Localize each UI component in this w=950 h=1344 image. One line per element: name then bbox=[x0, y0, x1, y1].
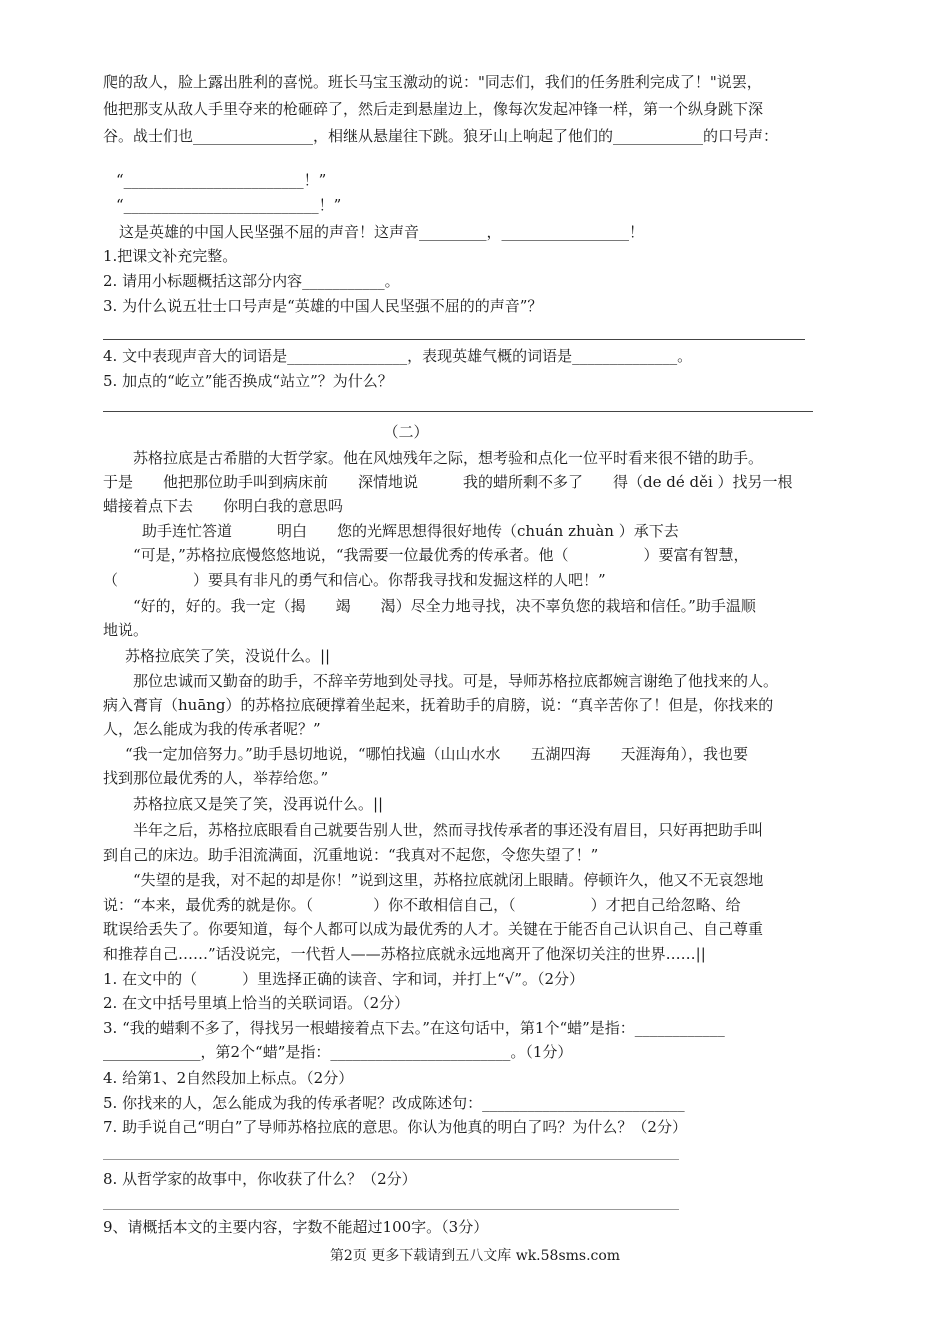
passage-line: “好的，好的。我一定（揭 竭 渴）尽全力地寻找，决不辜负您的栽培和信任。”助手温顺 bbox=[133, 597, 756, 615]
passage-line: 耽误给丢失了。你要知道，每个人都可以成为最优秀的人才。关键在于能否自己认识自己、自己尊重 bbox=[103, 920, 764, 938]
passage-line: 蜡接着点下去 你明白我的意思吗 bbox=[103, 497, 344, 515]
question-item: 4. 给第1、2自然段加上标点。（2分） bbox=[103, 1069, 354, 1087]
slogan-line: “__________________________！” bbox=[116, 196, 342, 214]
answer-line bbox=[103, 1159, 679, 1160]
passage-line: 爬的敌人，脸上露出胜利的喜悦。班长马宝玉激动的说："同志们，我们的任务胜利完成了！"说罢， bbox=[103, 73, 762, 91]
answer-line bbox=[103, 1209, 679, 1210]
question-item: 2. 请用小标题概括这部分内容___________。 bbox=[103, 272, 400, 290]
passage-line: 助手连忙答道 明白 您的光辉思想得很好地传（chuán zhuàn ）承下去 bbox=[142, 522, 679, 540]
question-item: 3. 为什么说五壮士口号声是“英雄的中国人民坚强不屈的的声音”？ bbox=[103, 297, 543, 315]
question-item: 5. 你找来的人，怎么能成为我的传承者呢？改成陈述句：___________________________ bbox=[103, 1094, 685, 1112]
question-item: _____________，第2个“蜡”是指：________________________。（1分） bbox=[103, 1043, 573, 1061]
question-item: 7. 助手说自己“明白”了导师苏格拉底的意思。你认为他真的明白了吗？为什么？（2分） bbox=[103, 1118, 687, 1136]
passage-line: 地说。 bbox=[103, 621, 149, 639]
passage-line: 苏格拉底笑了笑，没说什么。|| bbox=[125, 647, 331, 665]
question-item: 9、请概括本文的主要内容，字数不能超过100字。（3分） bbox=[103, 1218, 489, 1236]
passage-line: 他把那支从敌人手里夺来的枪砸碎了，然后走到悬崖边上，像每次发起冲锋一样，第一个纵身跳下深 bbox=[103, 100, 764, 118]
page-footer: 第2页 更多下载请到五八文库 wk.58sms.com bbox=[329, 1248, 621, 1264]
question-item: 4. 文中表现声音大的词语是________________，表现英雄气概的词语是______________。 bbox=[103, 347, 693, 365]
answer-line bbox=[103, 339, 805, 340]
passage-line: 那位忠诚而又勤奋的助手，不辞辛劳地到处寻找。可是，导师苏格拉底都婉言谢绝了他找来的人。 bbox=[133, 672, 779, 690]
question-item: 5. 加点的“屹立”能否换成“站立”？为什么？ bbox=[103, 372, 393, 390]
question-item: 3. “我的蜡剩不多了，得找另一根蜡接着点下去。”在这句话中，第1个“蜡”是指：____________ bbox=[103, 1019, 725, 1037]
passage-line: “我一定加倍努力。”助手恳切地说，“哪怕找遍（山山水水 五湖四海 天涯海角），我也要 bbox=[125, 745, 749, 763]
passage-line: 人，怎么能成为我的传承者呢？” bbox=[103, 720, 321, 738]
passage-line: 和推荐自己……”话没说完，一代哲人——苏格拉底就永远地离开了他深切关注的世界……|| bbox=[103, 945, 706, 963]
answer-line bbox=[103, 411, 813, 412]
passage-line: （ ）要具有非凡的勇气和信心。你帮我寻找和发掘这样的人吧！” bbox=[103, 571, 606, 589]
passage-line: 找到那位最优秀的人，举荐给您。” bbox=[103, 769, 329, 787]
passage-line: 于是 他把那位助手叫到病床前 深情地说 我的蜡所剩不多了 得（de dé děi ）找另一根 bbox=[103, 473, 793, 491]
question-item: 1. 在文中的（ ）里选择正确的读音、字和词，并打上“√”。（2分） bbox=[103, 970, 585, 988]
question-item: 1.把课文补充完整。 bbox=[103, 247, 238, 265]
slogan-line: “________________________！” bbox=[116, 171, 327, 189]
passage-line: 说：“本来，最优秀的就是你。（ ）你不敢相信自己，（ ）才把自己给忽略、给 bbox=[103, 896, 741, 914]
passage-line: “失望的是我，对不起的却是你！”说到这里，苏格拉底就闭上眼睛。停顿许久，他又不无哀怨地 bbox=[133, 871, 764, 889]
passage-line: “可是，”苏格拉底慢悠悠地说，“我需要一位最优秀的传承者。他（ ）要富有智慧， bbox=[133, 546, 749, 564]
passage-line: 这是英雄的中国人民坚强不屈的声音！这声音_________，_________________！ bbox=[119, 223, 645, 241]
question-item: 8. 从哲学家的故事中，你收获了什么？（2分） bbox=[103, 1170, 417, 1188]
section-title: （二） bbox=[383, 423, 429, 441]
passage-line: 病入膏肓（huāng）的苏格拉底硬撑着坐起来，抚着助手的肩膀，说：“真辛苦你了！但是，你找来的 bbox=[103, 696, 774, 714]
question-item: 2. 在文中括号里填上恰当的关联词语。（2分） bbox=[103, 994, 410, 1012]
passage-line: 苏格拉底是古希腊的大哲学家。他在风烛残年之际，想考验和点化一位平时看来很不错的助手。 bbox=[133, 449, 764, 467]
passage-line: 苏格拉底又是笑了笑，没再说什么。|| bbox=[133, 795, 384, 813]
passage-line: 到自己的床边。助手泪流满面，沉重地说：“我真对不起您，令您失望了！” bbox=[103, 846, 599, 864]
passage-line: 半年之后，苏格拉底眼看自己就要告别人世，然而寻找传承者的事还没有眉目，只好再把助手叫 bbox=[133, 821, 764, 839]
passage-line: 谷。战士们也________________，相继从悬崖往下跳。狼牙山上响起了他们的____________的口号声： bbox=[103, 127, 779, 145]
